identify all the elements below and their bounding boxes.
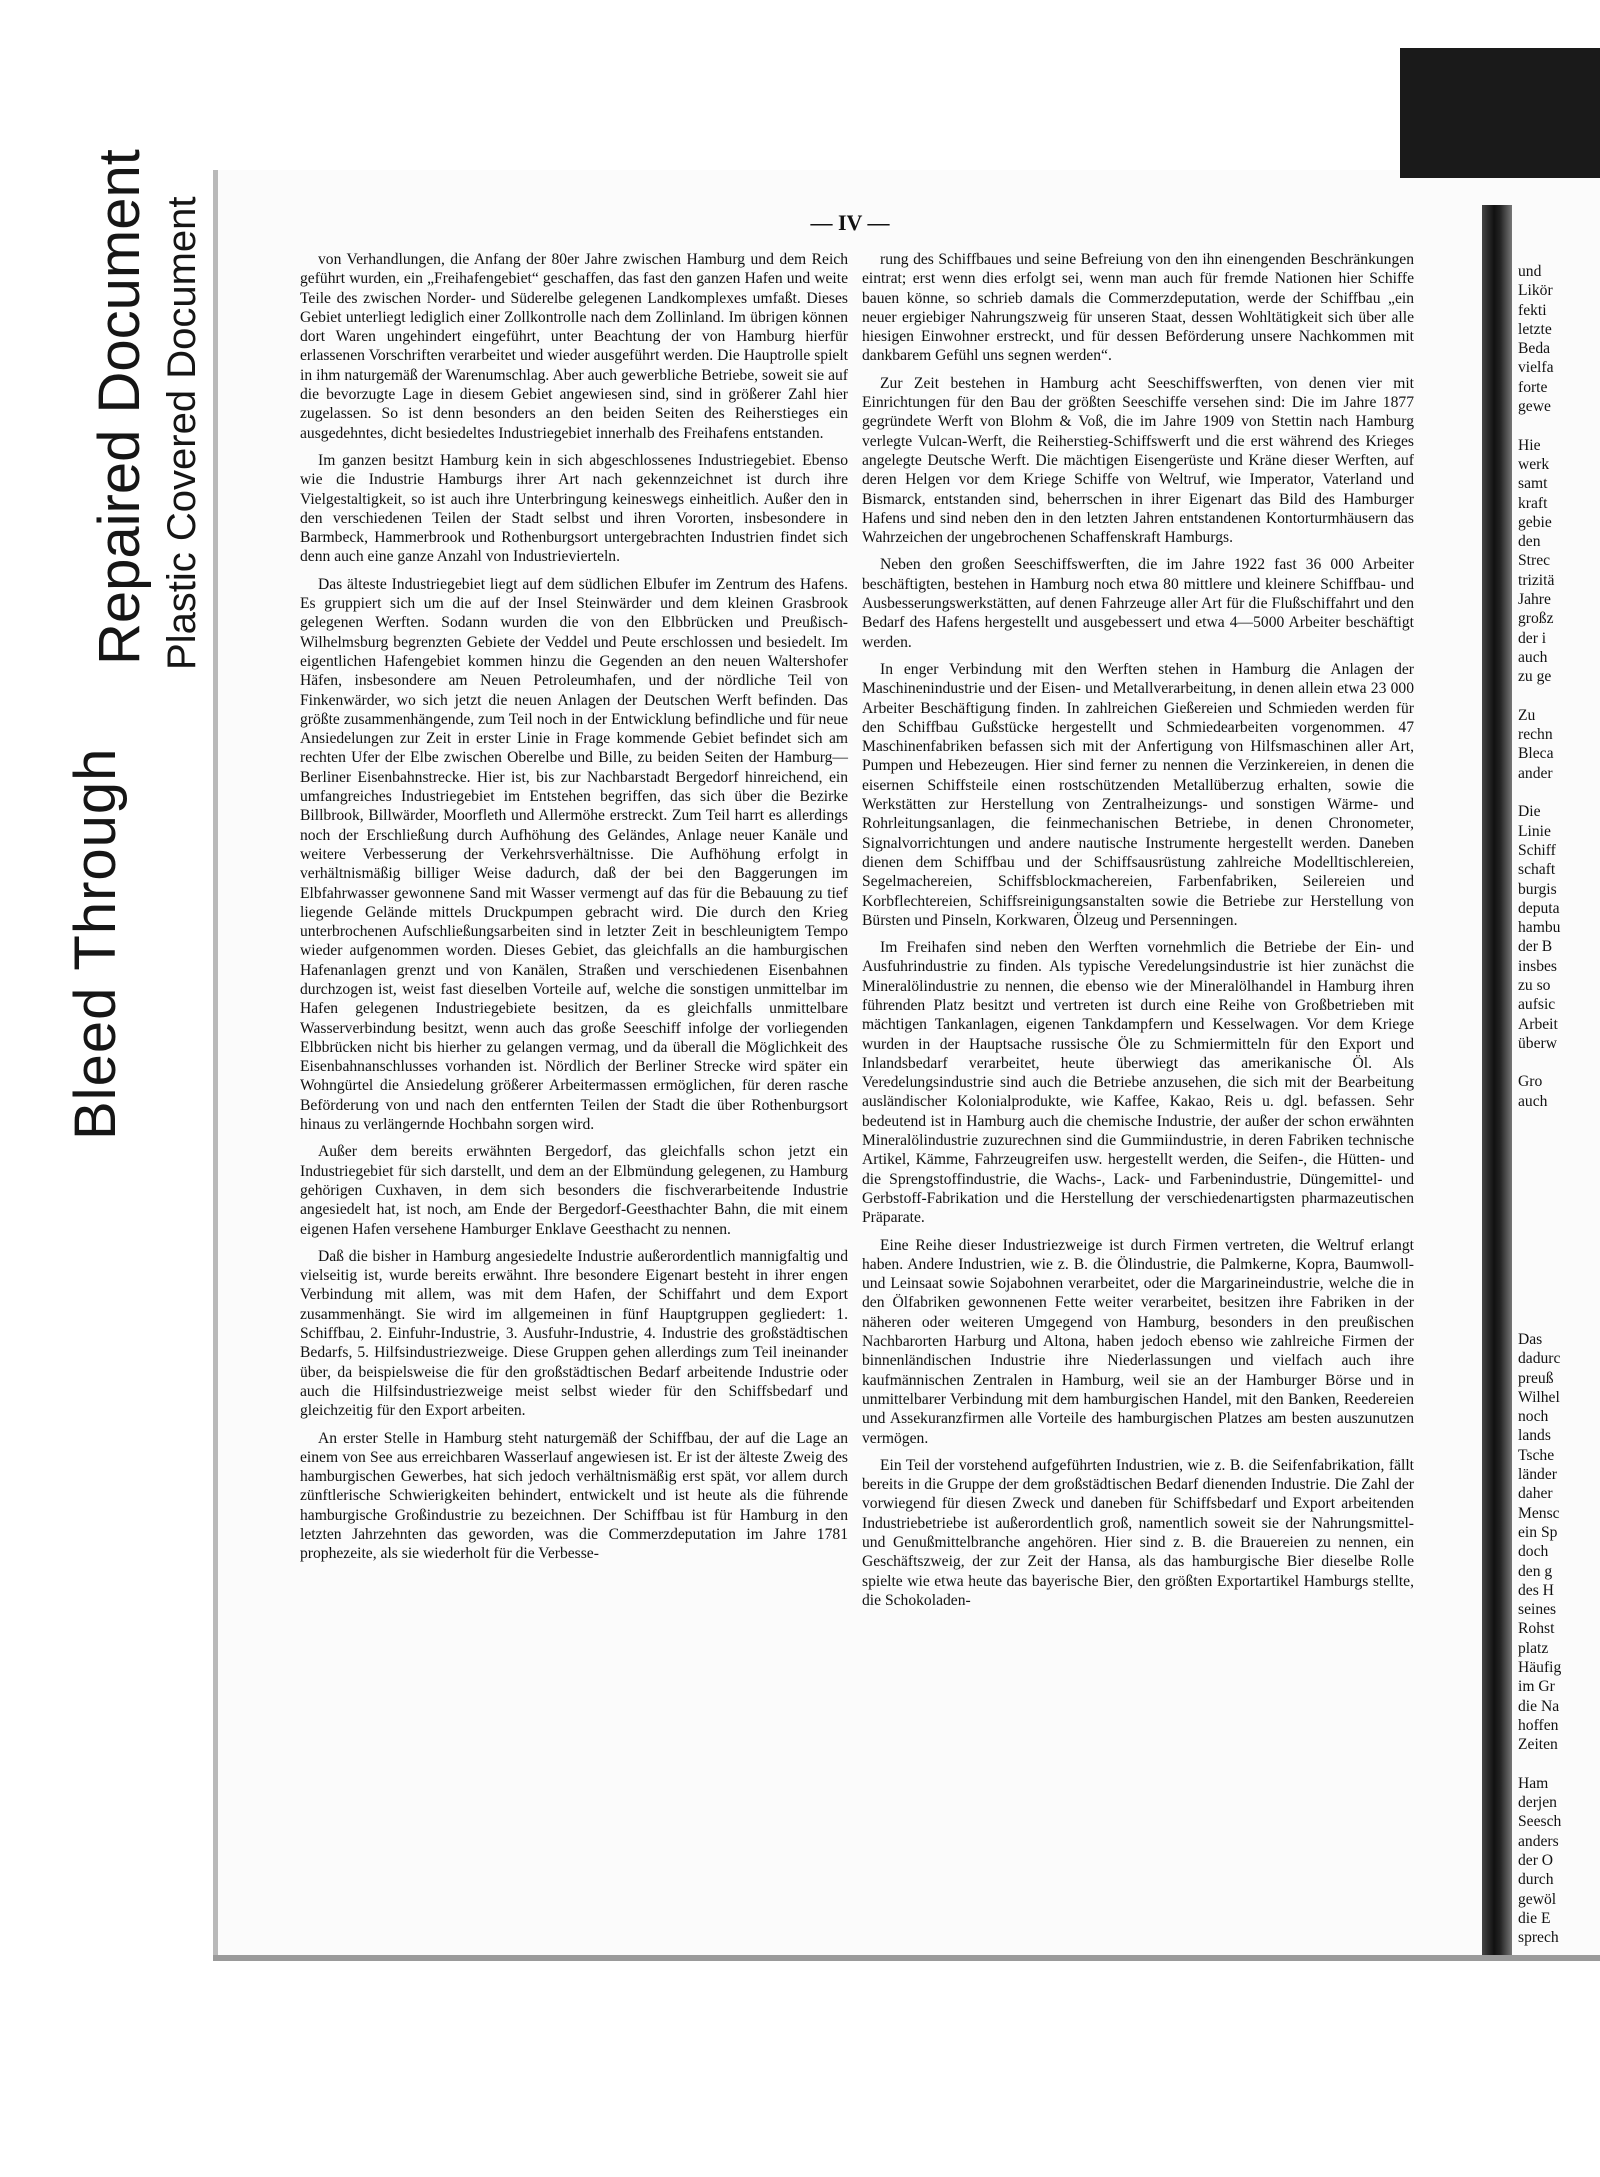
paragraph: Im ganzen besitzt Hamburg kein in sich abgeschlossenes Industriegebiet. Ebenso wie die Industrie Hamburgs ihrer Art nach gekennzeichnet ist durch ihre Vielgestaltigkeit, so ist auch ihre Unterbringung keineswegs einheitlich. Außer den in den verschiedenen Teilen der Stadt selbst und ihren Vororten, insbesondere in Barmbeck, Hammerbrook und Rothenburgsort untergebrachten Industrien findet sich denn auch eine ganze Anzahl von Industrievierteln. [300,451,848,566]
page-edge-bottom [213,1955,1600,1961]
scan-shadow [1400,48,1600,178]
book-gutter [1482,205,1512,1955]
paragraph: Im Freihafen sind neben den Werften vornehmlich die Betriebe der Ein- und Ausfuhrindustrie zu finden. Als typische Veredelungsindustrie ist hier zunächst die Mineralölindustrie zu nennen, die ebenso wie der Mineralölhandel in Hamburg ihren führenden Platz besitzt und vertreten ist durch eine Reihe von Großbetrieben mit mächtigen Tankanlagen, eigenen Tankdampfern und Kesselwagen. Vor dem Kriege wurden in der Hauptsache russische Öle zu Schmiermitteln für den Export und Inlandsbedarf verarbeitet, heute überwiegt das amerikanische Öl. Als Veredelungsindustrie sind auch die Betriebe anzusehen, die sich mit der Bearbeitung ausländischer Kolonialprodukte, wie Kaffee, Kakao, Reis u. dgl. befassen. Sehr bedeutend ist in Hamburg auch die chemische Industrie, der außer der schon erwähnten Mineralölindustrie zuzurechnen sind die Gummiindustrie, in deren Fabriken technische Artikel, Kämme, Fahrzeugreifen usw. hergestellt werden, die Seifen-, die Hütten- und die Sprengstoffindustrie, die Wachs-, Lack- und Farbenindustrie, Düngemittel- und Gerbstoff-Fabrikation und die Herstellung der verschiedenartigsten pharmazeutischen Präparate. [862,939,1414,1227]
paragraph: An erster Stelle in Hamburg steht naturgemäß der Schiffbau, der auf die Lage an einem von See aus erreichbaren Wasserlauf angewiesen ist. Er ist der älteste Zweig des hamburgischen Gewerbes, hat sich jedoch verhältnismäßig erst spät, vor allem durch zünftlerische Schwierigkeiten behindert, entwickelt und ist heute als die führende hamburgische Großindustrie zu bezeichnen. Der Schiffbau ist für Hamburg in den letzten Jahrzehnten das geworden, was die Commerzdeputation im Jahre 1781 prophezeite, als sie wiederholt für die Verbesse- [300,1429,848,1563]
paragraph: rung des Schiffbaues und seine Befreiung von den ihn einengenden Beschränkungen eintrat; erst wenn dies erfolgt sei, wenn man auch für fremde Nationen hier Schiffe bauen könne, so schrieb damals die Commerzdeputation, werde der Schiffbau „ein neuer ergiebiger Nahrungszweig für unseren Staat, dessen Wohltätigkeit sich über alle hiesigen Einwohner erstreckt, und für dessen Beförderung unsere Nachkommen mit dankbarem Gefühl uns segnen werden“. [862,251,1414,365]
paragraph: Das älteste Industriegebiet liegt auf dem südlichen Elbufer im Zentrum des Hafens. Es gruppiert sich um die auf der Insel Steinwärder und dem kleinen Grasbrook gelegenen Werften. Sodann wurden die von den Elbbrücken und Preußisch-Wilhelmsburg begrenzten Gebiete der Veddel und Peute erschlossen und besiedelt. Im eigentlichen Hafengebiet kommen hinzu die Gegenden an den neuen Waltershofer Häfen, insbesondere am Neuen Petroleumhafen, und der nördliche Teil von Finkenwärder, wo sich jetzt die neuen Anlagen der Deutschen Werft befinden. Das größte zusammenhängende, zum Teil noch in der Entwicklung befindliche und für neue Ansiedelungen zur Zeit in erster Linie in Frage kommende Gebiet befindet sich am rechten Ufer der Elbe zwischen Oberelbe und Bille, zu beiden Seiten der Hamburg—Berliner Eisenbahnstrecke. Hier ist, bis zur Nachbarstadt Bergedorf hinreichend, ein umfangreiches Industriegebiet im Entstehen begriffen, das sich über die Bezirke Billbrook, Billwärder, Moorfleth und Allermöhe erstreckt. Zum Teil harrt es allerdings noch der Erschließung durch Aufhöhung des Geländes, Anlage neuer Kanäle und weitere Verbesserung der Verkehrsverhältnisse. Die Aufhöhung erfolgt in verhältnismäßig billiger Weise dadurch, daß der bei den Baggerungen im Elbfahrwasser gewonnene Sand mit Wasser vermengt auf das für die Bebauung zu tief liegende Gelände mittels Druckpumpen gebracht wird. Die durch den Krieg unterbrochenen Aufschließungsarbeiten sind in letzter Zeit in beschleunigtem Tempo wieder aufgenommen worden. Dieses Gebiet, das gleichfalls an die hamburgischen Hafenanlagen grenzt und von Kanälen, Straßen und verschiedenen Eisenbahnen durchzogen ist, weist fast dieselben Vorteile auf, welche die sonstigen unmittelbar im Hafen gelegenen Industriegebiete besitzen, da es gleichfalls unmittelbare Wasserverbindung besitzt, wenn auch das große Seeschiff infolge der vorliegenden Elbbrücken nicht bis hierher zu gelangen vermag, und da überall die Möglichkeit des Eisenbahnanschlusses vorhanden ist. Nördlich der Berliner Strecke wird später ein Wohngürtel die Ansiedelung größerer Arbeitermassen ermöglichen, für deren rasche Beförderung von und nach den entfernten Teilen der Stadt die über Rothenburgsort hinaus zu verlängernde Hochbahn sorgen wird. [300,575,848,1134]
text-column-right [862,250,1414,1618]
paragraph: Zur Zeit bestehen in Hamburg acht Seeschiffswerften, von denen vier mit Einrichtungen für den Bau der größten Seeschiffe versehen sind: Die im Jahre 1877 gegründete Werft von Blohm & Voß, die im Jahre 1909 von Stettin nach Hamburg verlegte Vulcan-Werft, die Reiherstieg-Schiffswerft und die erst während des Krieges angelegte Deutsche Werft. Die mächtigen Eisengerüste und Kräne dieser Werften, auf deren Helgen vor dem Kriege Schiffe von Weltruf, wie Imperator, Vaterland und Bismarck, entstanden sind, beherrschen in ihrer Eigenart das Bild des Hamburger Hafens und sind neben den in den letzten Jahren entstandenen Kontorturmhäusern das Wahrzeichen der ungebrochenen Schaffenskraft Hamburgs. [862,374,1414,547]
paragraph: Eine Reihe dieser Industriezweige ist durch Firmen vertreten, die Weltruf erlangt haben. Andere Industrien, wie z. B. die Ölindustrie, die Palmkerne, Kopra, Baumwoll- und Leinsaat sowie Sojabohnen verarbeitet, oder die Margarineindustrie, welche die in den Ölfabriken gewonnenen Fette weiter verarbeitet, besitzen ihre Fabriken in der näheren oder weiteren Umgegend von Hamburg, besonders in den preußischen Nachbarorten Harburg und Altona, haben jedoch ebenso wie zahlreiche Firmen der binnenländischen Industrie ihre Niederlassungen und vielfach auch ihre kaufmännischen Zentralen in Hamburg, weil sie an der Hamburger Börse und in unmittelbarer Verbindung mit dem hamburgischen Handel, mit den Banken, Reedereien und Assekuranzfirmen alle Vorteile des hamburgischen Platzes am besten auszunutzen vermögen. [862,1236,1414,1447]
next-page-fragment-top: und Likör fekti letzte Beda vielfa forte gewe Hie werk samt kraft gebie den Strec trizitä Jahre großz der i auch zu ge Zu rechn Bleca ander Die Linie Schiff schaft burgis deputa hambu der B insbes zu so aufsic Arbeit überw Gro auch [1518,263,1561,1110]
paragraph: Daß die bisher in Hamburg angesiedelte Industrie außerordentlich mannigfaltig und vielseitig ist, wurde bereits erwähnt. Ihre besondere Eigenart besteht in ihrer engen Verbindung mit allem, was mit dem Hafen, der Schiffahrt und dem Export zusammenhängt. Sie wird im allgemeinen in fünf Hauptgruppen gegliedert: 1. Schiffbau, 2. Einfuhr-Industrie, 3. Ausfuhr-Industrie, 4. Industrie des großstädtischen Bedarfs, 5. Hilfsindustriezweige. Diese Gruppen gehen allerdings zum Teil ineinander über, da beispielsweise die für den großstädtischen Bedarf arbeitende Industrie oder auch die Hilfsindustriezweige meist selbst wieder für den Schiffsbedarf und gleichzeitig für den Export arbeiten. [300,1247,848,1420]
text-column-left [300,250,848,1572]
label-plastic-covered-document: Plastic Covered Document [160,196,204,670]
page-number: — IV — [810,210,890,235]
paragraph: von Verhandlungen, die Anfang der 80er Jahre zwischen Hamburg und dem Reich geführt wurden, ein „Freihafengebiet“ geschaffen, das fast den ganzen Hafen und weite Teile des zwischen Norder- und Süderelbe gelegenen Landkomplexes umfaßt. Dieses Gebiet unterliegt lediglich einer Zollkontrolle nach dem Zollinland. Im übrigen können dort Waren ungehindert eingeführt, unter Beachtung der von Hamburg hierfür erlassenen Vorschriften verarbeitet und wieder ausgeführt werden. Die Hauptrolle spielt in ihm naturgemäß der Warenumschlag. Aber auch gewerbliche Betriebe, soweit sie auf die bevorzugte Lage in diesem Gebiet angewiesen sind, sind in größerer Zahl hier zugelassen. So ist denn besonders an den beiden Seiten des Reiherstieges ein ausgedehntes, dicht besiedeltes Industriegebiet innerhalb des Freihafens entstanden. [300,251,848,442]
paragraph: Außer dem bereits erwähnten Bergedorf, das gleichfalls schon jetzt ein Industriegebiet für sich darstellt, und dem an der Elbmündung gelegenen, zu Hamburg gehörigen Cuxhaven, in dem sich besonders die fischverarbeitende Industrie angesiedelt hat, ist noch, am Ende der Bergedorf-Geesthachter Bahn, die mit einem eigenen Hafen versehene Hamburger Enklave Geesthacht zu nennen. [300,1143,848,1238]
paragraph: Neben den großen Seeschiffswerften, die im Jahre 1922 fast 36 000 Arbeiter beschäftigten, bestehen in Hamburg noch etwa 80 mittlere und kleinere Schiffbau- und Ausbesserungswerkstätten, auf denen Fahrzeuge aller Art für die Flußschiffahrt und den Bedarf des Hafens hergestellt und ausgebessert und etwa 4—5000 Arbeiter beschäftigt werden. [862,556,1414,651]
next-page-fragment-bottom: Das dadurc preuß Wilhel noch lands Tsche länder daher Mensc ein Sp doch den g des H seines Rohst platz Häufig im Gr die Na hoffen Zeiten Ham derjen Seesch anders der O durch gewöl die E sprech [1518,1331,1562,1947]
label-repaired-document: Repaired Document [87,149,152,665]
paragraph: Ein Teil der vorstehend aufgeführten Industrien, wie z. B. die Seifenfabrikation, fällt bereits in die Gruppe der dem großstädtischen Bedarf dienenden Industrie. Die Zahl der vorwiegend für diesen Zweck und daneben für Schiffsbedarf und Export arbeitenden Industriebetriebe ist außerordentlich groß, namentlich soweit sie der Nahrungsmittel- und Genußmittelbranche angehören. Hier sind z. B. die Brauereien zu nennen, ein Geschäftszweig, der zur Zeit der Hansa, als das hamburgische Bier dieselbe Rolle spielte wie etwa heute das bayerische Bier, den größten Exportartikel Hamburgs stellte, die Schokoladen- [862,1456,1414,1609]
paragraph: In enger Verbindung mit den Werften stehen in Hamburg die Anlagen der Maschinenindustrie und der Eisen- und Metallverarbeitung, in denen allein etwa 23 000 Arbeiter Beschäftigung finden. In zahlreichen Gießereien und Schmieden werden für den Schiffbau Gußstücke hergestellt und Schmiedearbeiten vorgenommen. 47 Maschinenfabriken befassen sich mit der Anfertigung von Hilfsmaschinen aller Art, Pumpen und Hebezeugen. Hier sind ferner zu nennen die Verzinkereien, in denen die eisernen Schiffsteile einen rostschützenden Metallüberzug erhalten, sowie die Werkstätten zur Herstellung von Zentralheizungs- und sonstigen Wärme- und Rohrleitungsanlagen, die feinmechanischen Betriebe, in denen Chronometer, Signalvorrichtungen und andere nautische Instrumente hergestellt werden. Daneben dienen dem Schiffbau und der Schiffsausrüstung zahlreiche Modelltischlereien, Segelmachereien, Schiffsblockmachereien, Farbenfabriken, Seilereien und Korbflechtereien, Schiffsreinigungsanstalten sowie die Betriebe zur Herstellung von Bürsten und Pinseln, Korkwaren, Ölzeug und Persenningen. [862,660,1414,929]
page-edge-left [213,170,218,1960]
label-bleed-through: Bleed Through [63,747,128,1140]
